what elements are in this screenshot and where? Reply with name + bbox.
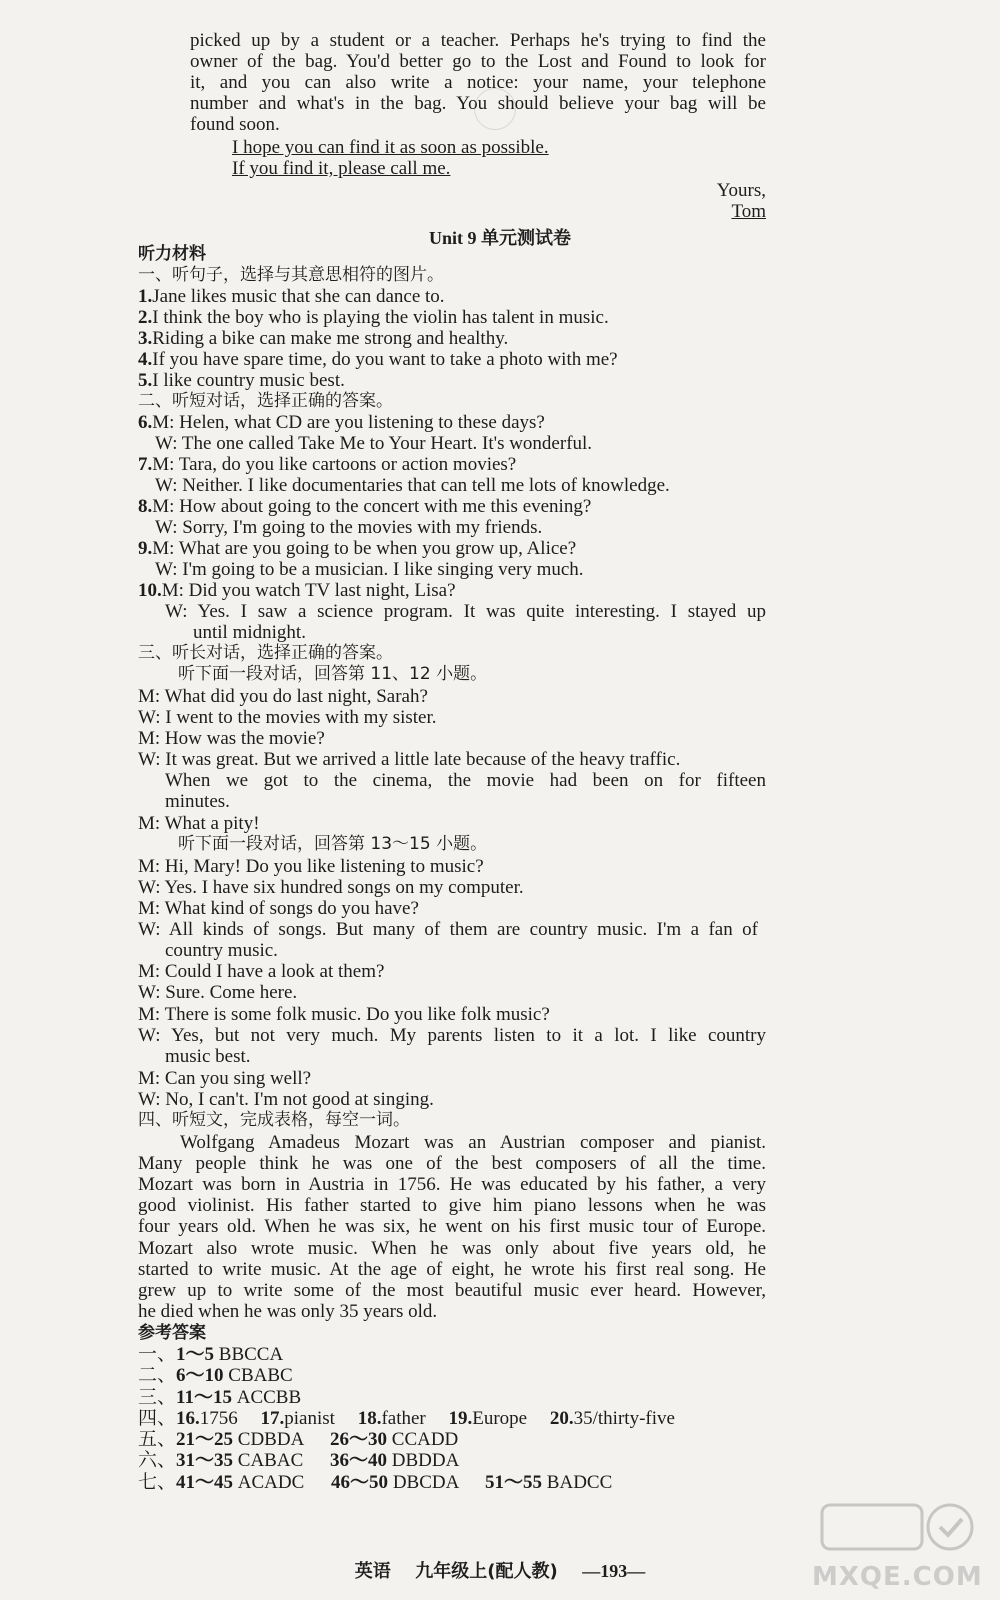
letter-signature: Tom — [731, 201, 766, 222]
dialog-line: W: Sorry, I'm going to the movies with my friends. — [155, 517, 543, 538]
passage-line: Mozart also wrote music. When he was only about five years old, he — [138, 1238, 766, 1259]
passage-line: he died when he was only 35 years old. — [138, 1301, 438, 1322]
watermark-icon — [812, 1497, 982, 1562]
dialog-intro: 听下面一段对话，回答第 13～15 小题。 — [178, 834, 488, 854]
passage-line: good violinist. His father started to give him piano lessons when he was — [138, 1195, 766, 1216]
answer-row: 三、11～15 ACCBB — [138, 1386, 302, 1408]
dialog-line: M: There is some folk music. Do you like folk music? — [138, 1004, 550, 1025]
passage-line: started to write music. At the age of eight, he wrote his first real song. He — [138, 1259, 766, 1280]
answer-row: 六、31～35 CABAC 36～40 DBDDA — [138, 1449, 460, 1471]
letter-closing: Yours, — [716, 180, 766, 201]
dialog-line: W: No, I can't. I'm not good at singing. — [138, 1089, 434, 1110]
list-item: 2.I think the boy who is playing the violin has talent in music. — [138, 307, 609, 328]
dialog-line: W: Sure. Come here. — [138, 982, 298, 1003]
answer-row: 四、16.1756 17.pianist 18.father 19.Europe 20.35/thirty-five — [138, 1407, 675, 1429]
watermark-logo — [812, 1497, 982, 1592]
answer-row: 一、1～5 BBCCA — [138, 1343, 284, 1365]
section-title: 三、听长对话，选择正确的答案。 — [138, 643, 393, 663]
dialog-line: minutes. — [165, 791, 230, 812]
passage-line: Wolfgang Amadeus Mozart was an Austrian composer and pianist. — [180, 1132, 766, 1153]
dialog-line: 10.M: Did you watch TV last night, Lisa? — [138, 580, 456, 601]
passage-line: Mozart was born in Austria in 1756. He was educated by his father, a very — [138, 1174, 766, 1195]
underlined-sentence: I hope you can find it as soon as possible. — [232, 137, 549, 158]
passage-line: grew up to write some of the most beautiful music ever heard. However, — [138, 1280, 766, 1301]
section-title: 四、听短文，完成表格，每空一词。 — [138, 1110, 410, 1130]
letter-line: owner of the bag. You'd better go to the Lost and Found to look for — [190, 51, 766, 72]
dialog-line: W: I'm going to be a musician. I like singing very much. — [155, 559, 584, 580]
passage-line: four years old. When he was six, he went on his first music tour of Europe. — [138, 1216, 766, 1237]
dialog-line: W: I went to the movies with my sister. — [138, 707, 437, 728]
stamp-mark — [474, 88, 516, 130]
dialog-line: W: Yes. I have six hundred songs on my computer. — [138, 877, 524, 898]
letter-line: picked up by a student or a teacher. Perhaps he's trying to find the — [190, 30, 766, 51]
dialog-line: M: Hi, Mary! Do you like listening to music? — [138, 856, 484, 877]
underlined-sentence: If you find it, please call me. — [232, 158, 451, 179]
dialog-line: M: What kind of songs do you have? — [138, 898, 419, 919]
answers-heading: 参考答案 — [138, 1323, 206, 1343]
dialog-line: W: The one called Take Me to Your Heart. It's wonderful. — [155, 433, 593, 454]
dialog-line: M: What a pity! — [138, 813, 260, 834]
dialog-line: W: Neither. I like documentaries that can tell me lots of knowledge. — [155, 475, 670, 496]
page-title: Unit 9 单元测试卷 — [428, 228, 571, 248]
list-item: 4.If you have spare time, do you want to take a photo with me? — [138, 349, 618, 370]
list-item: 1.Jane likes music that she can dance to. — [138, 286, 445, 307]
dialog-line: M: What did you do last night, Sarah? — [138, 686, 428, 707]
dialog-line: When we got to the cinema, the movie had been on for fifteen — [165, 770, 766, 791]
dialog-line: country music. — [165, 940, 278, 961]
dialog-line: 8.M: How about going to the concert with me this evening? — [138, 496, 592, 517]
dialog-line: W: It was great. But we arrived a little late because of the heavy traffic. — [138, 749, 681, 770]
dialog-line: music best. — [165, 1046, 251, 1067]
section-title: 二、听短对话，选择正确的答案。 — [138, 391, 393, 411]
dialog-line: W: Yes. I saw a science program. It was quite interesting. I stayed up — [165, 601, 766, 622]
page-number: —193— — [582, 1561, 646, 1581]
footer-grade: 九年级上(配人教) — [415, 1561, 558, 1582]
passage-line: Many people think he was one of the best composers of all the time. — [138, 1153, 766, 1174]
section-heading: 听力材料 — [138, 244, 206, 264]
dialog-line: W: All kinds of songs. But many of them are country music. I'm a fan of — [138, 919, 758, 940]
footer-subject: 英语 — [354, 1561, 391, 1582]
list-item: 5.I like country music best. — [138, 370, 345, 391]
letter-line: found soon. — [190, 114, 280, 135]
dialog-line: W: Yes, but not very much. My parents listen to it a lot. I like country — [138, 1025, 766, 1046]
dialog-line: 7.M: Tara, do you like cartoons or action movies? — [138, 454, 517, 475]
dialog-line: 9.M: What are you going to be when you grow up, Alice? — [138, 538, 577, 559]
dialog-line: M: Can you sing well? — [138, 1068, 312, 1089]
answer-row: 七、41～45 ACADC 46～50 DBCDA 51～55 BADCC — [138, 1471, 613, 1493]
watermark-text: MXQE.COM — [812, 1562, 983, 1592]
letter-line: number and what's in the bag. You should believe your bag will be — [190, 93, 766, 114]
dialog-intro: 听下面一段对话，回答第 11、12 小题。 — [178, 664, 488, 684]
answer-row: 五、21～25 CDBDA 26～30 CCADD — [138, 1428, 459, 1450]
section-title: 一、听句子，选择与其意思相符的图片。 — [138, 265, 444, 285]
letter-line: it, and you can also write a notice: your name, your telephone — [190, 72, 766, 93]
dialog-line: until midnight. — [193, 622, 306, 643]
list-item: 3.Riding a bike can make me strong and healthy. — [138, 328, 509, 349]
dialog-line: M: Could I have a look at them? — [138, 961, 385, 982]
answer-row: 二、6～10 CBABC — [138, 1364, 293, 1386]
dialog-line: 6.M: Helen, what CD are you listening to these days? — [138, 412, 545, 433]
dialog-line: M: How was the movie? — [138, 728, 325, 749]
